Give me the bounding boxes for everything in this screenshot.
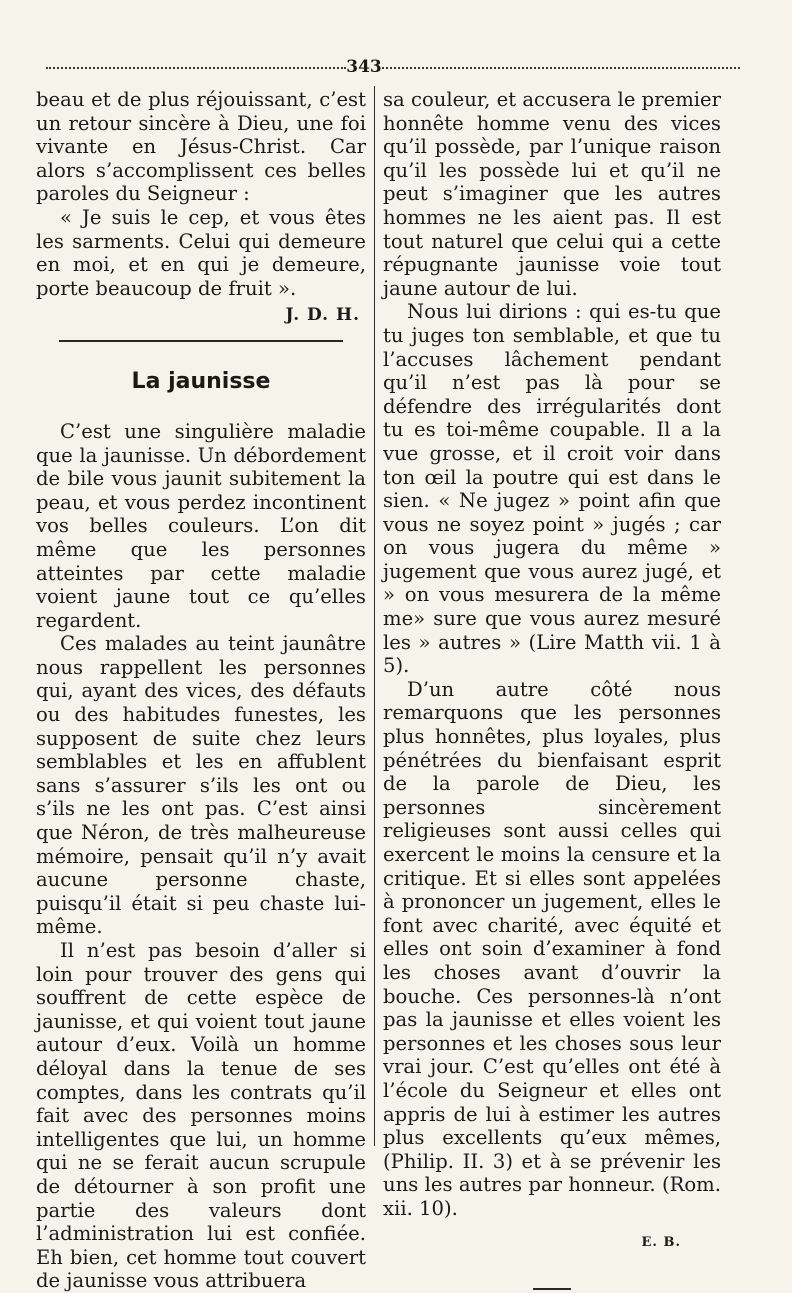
header-rule-left	[46, 67, 346, 69]
article-title: La jaunisse	[131, 368, 271, 394]
end-mark-rule	[533, 1288, 571, 1290]
page-header	[46, 56, 740, 80]
header-rule-right	[382, 67, 740, 69]
page-number: 343	[346, 57, 382, 77]
body-paragraph: sa couleur, et accusera le premier honnête homme venu des vices qu’il possède, par l’unique raison qu’il les possède lui et qu’il ne peut s’imaginer que les autres hommes ne les aient pas. Il est tout naturel que celui qui a cette répugnante jaunisse voie tout jaune autour de lui.	[383, 88, 721, 300]
column-divider	[374, 86, 375, 1146]
intro-paragraph: beau et de plus réjouissant, c’est un retour sincère à Dieu, une foi vivante en Jésus-Christ. Car alors s’accomplissent ces belles paroles du Seigneur :	[36, 88, 366, 206]
quote-paragraph: « Je suis le cep, et vous êtes les sarments. Celui qui demeure en moi, et en qui je demeure, porte beaucoup de fruit ».	[36, 205, 366, 300]
body-paragraph: D’un autre côté nous remarquons que les personnes plus honnêtes, plus loyales, plus pénétrées du bienfaisant esprit de la parole de Dieu, les personnes sincèrement religieuses sont aussi celles qui exercent le moins la censure et la critique. Et si elles sont appelées à prononcer un jugement, elles le font avec charité, avec équité et elles ont soin d’examiner à fond les choses avant d’ouvrir la bouche. Ces personnes-là n’ont pas la jaunisse et elles voient les personnes et les choses sous leur vrai jour. C’est qu’elles ont été à l’école du Seigneur et elles ont appris de lui à estimer les autres plus excellents qu’eux mêmes, (Philip. II. 3) et à se prévenir les uns les autres par honneur. (Rom. xii. 10).	[383, 677, 721, 1220]
article-signature: E. B.	[641, 1234, 681, 1250]
article-separator	[59, 340, 343, 342]
right-column	[383, 88, 721, 1290]
body-paragraph: C’est une singulière maladie que la jaunisse. Un débordement de bile vous jaunit subitement la peau, et vous perdez incontinent vos belles couleurs. L’on dit même que les personnes atteintes par cette maladie voient jaune tout ce qu’elles regardent.	[36, 419, 366, 632]
body-paragraph: Ces malades au teint jaunâtre nous rappellent les personnes qui, ayant des vices, des défauts ou des habitudes funestes, les supposent de suite chez leurs semblables et les en affublent sans s’assurer s’ils les ont ou s’ils ne les ont pas. C’est ainsi que Néron, de très malheureuse mémoire, pensait qu’il n’y avait aucune personne chaste, puisqu’il était si peu chaste lui-même.	[36, 632, 366, 939]
previous-article-signature: J. D. H.	[285, 305, 360, 326]
left-column	[36, 88, 366, 1293]
body-paragraph: Nous lui dirions : qui es-tu que tu juges ton semblable, et que tu l’accuses lâchement pendant qu’il n’est pas là pour se défendre des irrégularités dont tu es toi-même coupable. Il a la vue grosse, et il croit voir dans ton œil la poutre qui est dans le sien. « Ne jugez » point afin que vous ne soyez point » jugés ; car on vous jugera du même » jugement que vous aurez jugé, et » on vous mesurera de la même me» sure que vous aurez mesuré les » autres » (Lire Matth vii. 1 à 5).	[383, 300, 721, 678]
body-paragraph: Il n’est pas besoin d’aller si loin pour trouver des gens qui souffrent de cette espèce de jaunisse, et qui voient tout jaune autour d’eux. Voilà un homme déloyal dans la tenue de ses comptes, dans les contrats qu’il fait avec des personnes moins intelligentes que lui, un homme qui ne se ferait aucun scrupule de détourner à son profit une partie des valeurs dont l’administration lui est confiée. Eh bien, cet homme tout couvert de jaunisse vous attribuera	[36, 939, 366, 1293]
